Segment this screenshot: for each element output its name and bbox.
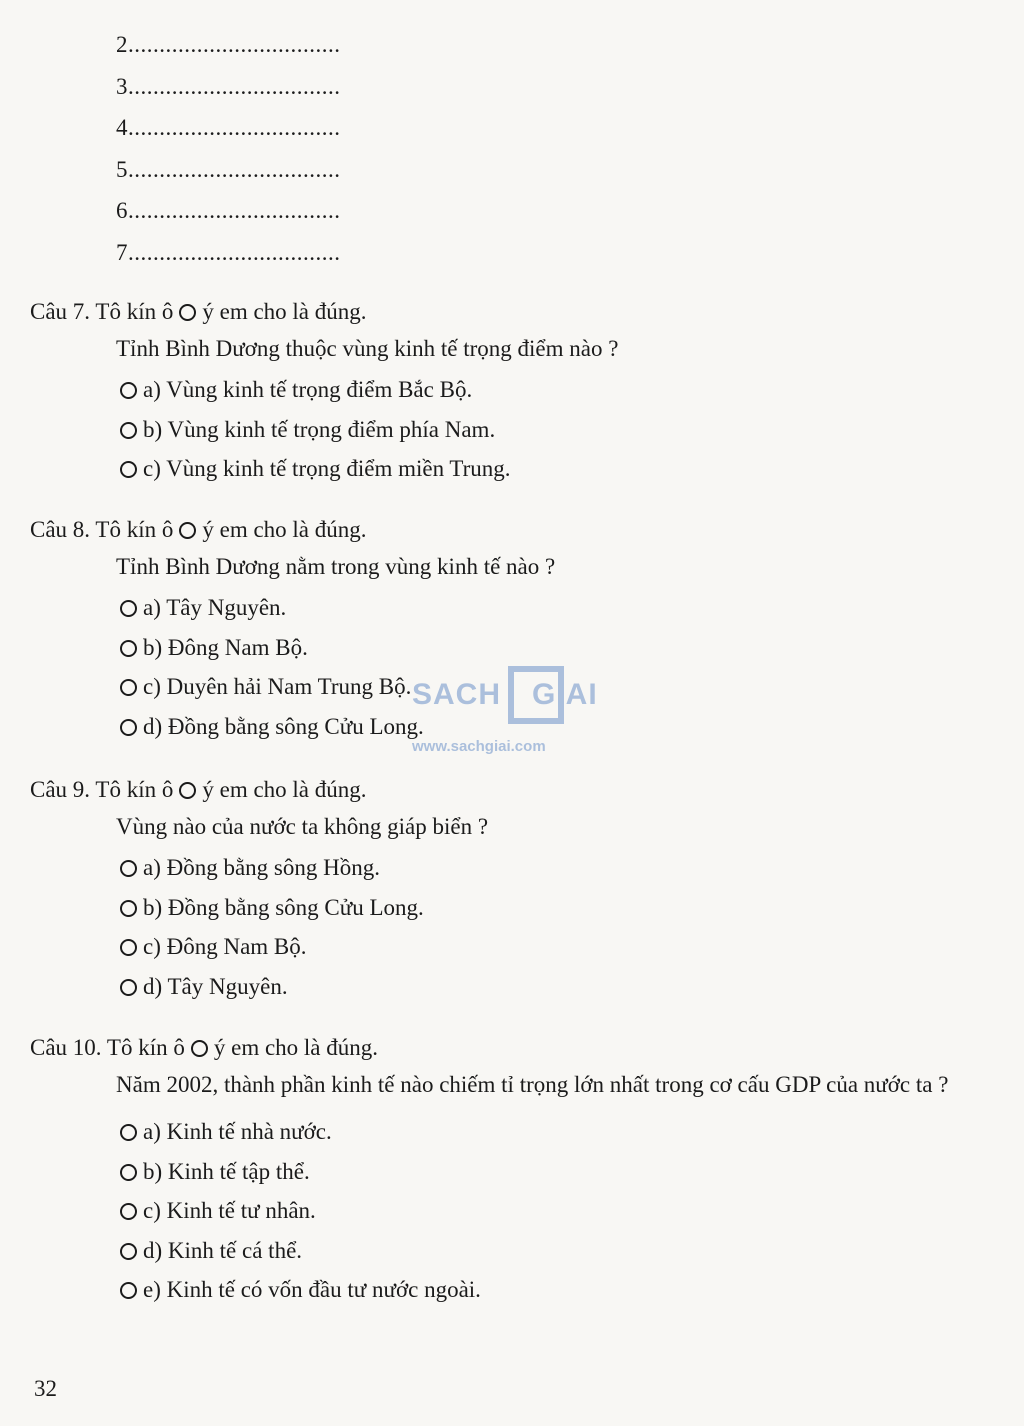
radio-circle-icon[interactable] (120, 382, 137, 399)
option-a[interactable] (118, 588, 980, 628)
question-10 (30, 1028, 980, 1310)
fill-line-2[interactable]: 2.................................. (116, 32, 341, 57)
instruction-text: Tô kín ô (95, 517, 174, 542)
circle-icon (191, 1040, 208, 1057)
question-heading (30, 1028, 980, 1068)
watermark-brand-left: SACH (412, 678, 502, 711)
option-d[interactable] (118, 1231, 980, 1271)
option-a[interactable] (118, 370, 980, 410)
option-label: c) Đông Nam Bộ. (143, 934, 307, 960)
fill-line-4[interactable]: 4.................................. (116, 115, 341, 140)
option-label: b) Kinh tế tập thể. (143, 1158, 310, 1184)
question-heading (30, 770, 980, 810)
radio-circle-icon[interactable] (120, 979, 137, 996)
option-a[interactable] (118, 848, 980, 888)
option-label: c) Kinh tế tư nhân. (143, 1198, 316, 1224)
option-label: d) Kinh tế cá thể. (143, 1237, 303, 1263)
sachgiai-watermark (412, 664, 612, 764)
radio-circle-icon[interactable] (120, 860, 137, 877)
option-label: a) Vùng kinh tế trọng điểm Bắc Bộ. (143, 377, 473, 402)
answer-fill-lines (116, 24, 341, 273)
radio-circle-icon[interactable] (120, 1282, 137, 1299)
watermark-url: www.sachgiai.com (412, 738, 546, 755)
instruction-text: ý em cho là đúng. (202, 777, 367, 802)
radio-circle-icon[interactable] (120, 1124, 137, 1141)
radio-circle-icon[interactable] (120, 1164, 137, 1181)
option-label: d) Tây Nguyên. (143, 973, 288, 999)
instruction-text: ý em cho là đúng. (202, 299, 367, 324)
question-heading (30, 510, 980, 550)
option-c[interactable] (118, 449, 980, 489)
option-label: a) Kinh tế nhà nước. (143, 1119, 332, 1144)
fill-line-7[interactable]: 7.................................. (116, 239, 341, 265)
radio-circle-icon[interactable] (120, 900, 137, 917)
option-label: b) Đông Nam Bộ. (143, 634, 308, 660)
question-prompt: Tỉnh Bình Dương thuộc vùng kinh tế trọng điểm nào ? (116, 336, 619, 361)
option-a[interactable] (118, 1112, 980, 1152)
question-prompt: Vùng nào của nước ta không giáp biển ? (116, 814, 489, 839)
question-label: Câu 10. (30, 1035, 102, 1060)
question-7 (30, 292, 980, 489)
option-label: c) Vùng kinh tế trọng điểm miền Trung. (143, 456, 511, 482)
instruction-text: Tô kín ô (106, 1035, 185, 1060)
radio-circle-icon[interactable] (120, 679, 137, 696)
instruction-text: Tô kín ô (95, 299, 174, 324)
option-label: b) Vùng kinh tế trọng điểm phía Nam. (143, 416, 496, 442)
option-b[interactable] (118, 1152, 980, 1192)
page-number: 32 (34, 1376, 57, 1401)
radio-circle-icon[interactable] (120, 461, 137, 478)
circle-icon (179, 304, 196, 321)
option-b[interactable] (118, 628, 980, 668)
option-b[interactable] (118, 888, 980, 928)
option-e[interactable] (118, 1270, 980, 1310)
instruction-text: ý em cho là đúng. (213, 1035, 379, 1060)
option-c[interactable] (118, 1191, 980, 1231)
radio-circle-icon[interactable] (120, 1203, 137, 1220)
option-label: e) Kinh tế có vốn đầu tư nước ngoài. (143, 1277, 481, 1303)
radio-circle-icon[interactable] (120, 1243, 137, 1260)
option-c[interactable] (118, 927, 980, 967)
question-9 (30, 770, 980, 1006)
instruction-text: ý em cho là đúng. (202, 517, 367, 542)
fill-line-5[interactable]: 5.................................. (116, 156, 341, 182)
option-label: a) Đồng bằng sông Hồng. (143, 855, 380, 880)
watermark-brand-right: GIAI (532, 678, 598, 711)
option-label: d) Đồng bằng sông Cửu Long. (143, 713, 424, 739)
option-label: c) Duyên hải Nam Trung Bộ. (143, 674, 412, 700)
option-label: b) Đồng bằng sông Cửu Long. (143, 894, 424, 920)
fill-line-6[interactable]: 6.................................. (116, 198, 341, 223)
circle-icon (179, 782, 196, 799)
question-label: Câu 8. (30, 517, 91, 542)
question-heading (30, 292, 980, 332)
option-label: a) Tây Nguyên. (143, 595, 287, 620)
radio-circle-icon[interactable] (120, 600, 137, 617)
question-label: Câu 7. (30, 299, 91, 324)
radio-circle-icon[interactable] (120, 939, 137, 956)
radio-circle-icon[interactable] (120, 719, 137, 736)
instruction-text: Tô kín ô (95, 777, 174, 802)
radio-circle-icon[interactable] (120, 640, 137, 657)
option-d[interactable] (118, 967, 980, 1007)
radio-circle-icon[interactable] (120, 422, 137, 439)
option-b[interactable] (118, 410, 980, 450)
question-prompt: Năm 2002, thành phần kinh tế nào chiếm tỉ trọng lớn nhất trong cơ cấu GDP của nước ta ? (116, 1072, 949, 1097)
question-label: Câu 9. (30, 777, 91, 802)
fill-line-3[interactable]: 3.................................. (116, 73, 341, 99)
circle-icon (179, 522, 196, 539)
question-prompt: Tỉnh Bình Dương nằm trong vùng kinh tế nào ? (116, 554, 556, 579)
